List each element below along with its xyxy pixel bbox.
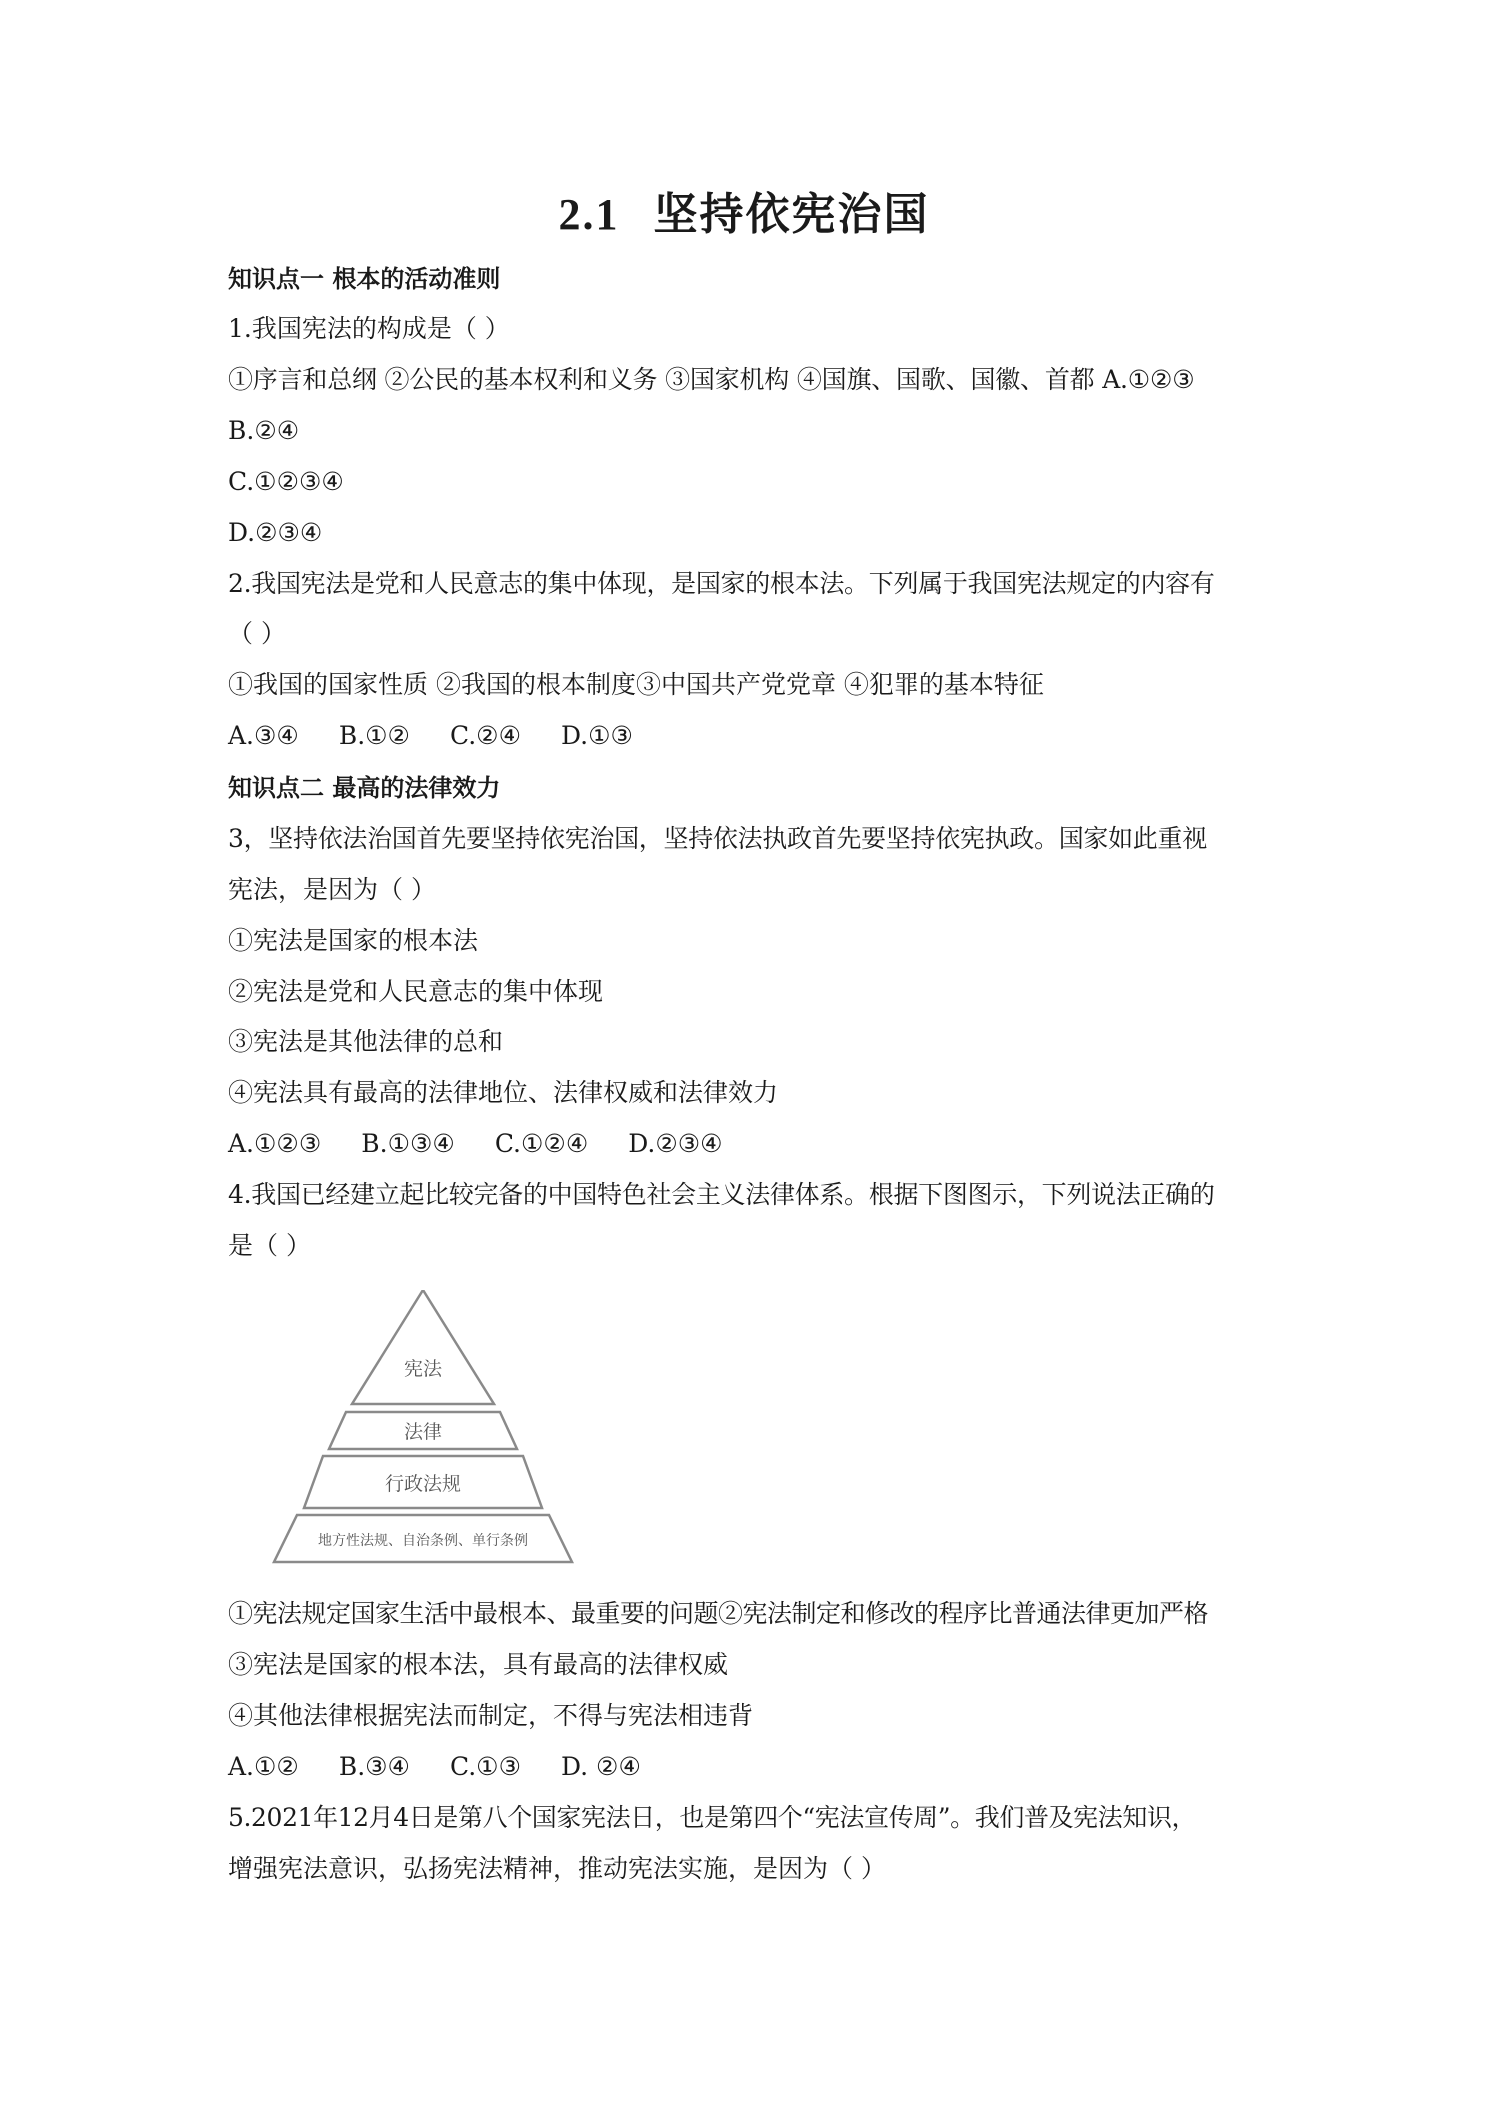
q4-item-1-2: ①宪法规定国家生活中最根本、最重要的问题②宪法制定和修改的程序比普通法律更加严格 xyxy=(228,1599,1209,1628)
q5-stem-line2: 增强宪法意识，弘扬宪法精神，推动宪法实施，是因为（ ） xyxy=(228,1854,886,1883)
pyramid-tier-constitution xyxy=(352,1290,494,1404)
q4-item-4: ④其他法律根据宪法而制定，不得与宪法相违背 xyxy=(228,1701,754,1730)
q4-option-d: D. ②④ xyxy=(561,1752,641,1781)
q1-option-d: D.②③④ xyxy=(228,518,323,547)
q4-option-a: A.①② xyxy=(228,1752,299,1781)
q3-option-b: B.①③④ xyxy=(361,1129,455,1158)
q3-item-3: ③宪法是其他法律的总和 xyxy=(228,1027,504,1056)
page-title xyxy=(0,178,1488,242)
q2-option-a: A.③④ xyxy=(228,721,299,750)
q4-option-b: B.③④ xyxy=(338,1752,410,1781)
pyramid-label-law: 法律 xyxy=(403,1421,443,1443)
pyramid-label-admin-regulations: 行政法规 xyxy=(384,1473,462,1495)
title-number: 2.1 xyxy=(558,190,620,239)
q3-option-a: A.①②③ xyxy=(228,1129,322,1158)
q2-option-d: D.①③ xyxy=(561,721,633,750)
q2-option-b: B.①② xyxy=(338,721,410,750)
q3-item-4: ④宪法具有最高的法律地位、法律权威和法律效力 xyxy=(228,1078,779,1107)
q1-option-c: C.①②③④ xyxy=(228,467,344,496)
q2-items: ①我国的国家性质 ②我国的根本制度③中国共产党党章 ④犯罪的基本特征 xyxy=(228,670,1044,699)
q3-option-d: D.②③④ xyxy=(628,1129,723,1158)
q4-option-c: C.①③ xyxy=(449,1752,521,1781)
q1-option-b: B.②④ xyxy=(228,416,300,445)
q2-stem-line2: （ ） xyxy=(228,619,286,648)
q5-stem-line1: 5.2021年12月4日是第八个国家宪法日，也是第四个“宪法宣传周”。我们普及宪法知识， xyxy=(228,1803,1197,1832)
q4-stem-line1: 4.我国已经建立起比较完备的中国特色社会主义法律体系。根据下图图示，下列说法正确的 xyxy=(228,1180,1215,1209)
q3-option-c: C.①②④ xyxy=(494,1129,589,1158)
law-pyramid-diagram xyxy=(236,1290,616,1570)
title-text: 坚持依宪治国 xyxy=(653,189,930,240)
section-heading-1: 知识点一 根本的活动准则 xyxy=(228,265,501,293)
q3-item-1: ①宪法是国家的根本法 xyxy=(228,926,479,955)
q2-options xyxy=(228,718,633,754)
pyramid-label-local-regulations: 地方性法规、自治条例、单行条例 xyxy=(318,1533,528,1549)
q1-items: ①序言和总纲 ②公民的基本权利和义务 ③国家机构 ④国旗、国歌、国徽、首都 A.①②③ xyxy=(228,365,1195,394)
q3-options xyxy=(228,1126,723,1162)
q3-stem-line2: 宪法，是因为（ ） xyxy=(228,875,436,904)
q3-stem-line1: 3，坚持依法治国首先要坚持依宪治国，坚持依法执政首先要坚持依宪执政。国家如此重视 xyxy=(228,824,1207,853)
q4-stem-line2: 是（ ） xyxy=(228,1231,311,1260)
q3-item-2: ②宪法是党和人民意志的集中体现 xyxy=(228,977,604,1006)
q2-option-c: C.②④ xyxy=(449,721,521,750)
section-heading-2: 知识点二 最高的法律效力 xyxy=(228,774,501,802)
q4-options xyxy=(228,1749,641,1785)
q1-stem: 1.我国宪法的构成是（ ） xyxy=(228,314,510,343)
q2-stem-line1: 2.我国宪法是党和人民意志的集中体现，是国家的根本法。下列属于我国宪法规定的内容有 xyxy=(228,569,1215,598)
pyramid-label-constitution: 宪法 xyxy=(403,1358,443,1380)
q4-item-3: ③宪法是国家的根本法，具有最高的法律权威 xyxy=(228,1650,729,1679)
